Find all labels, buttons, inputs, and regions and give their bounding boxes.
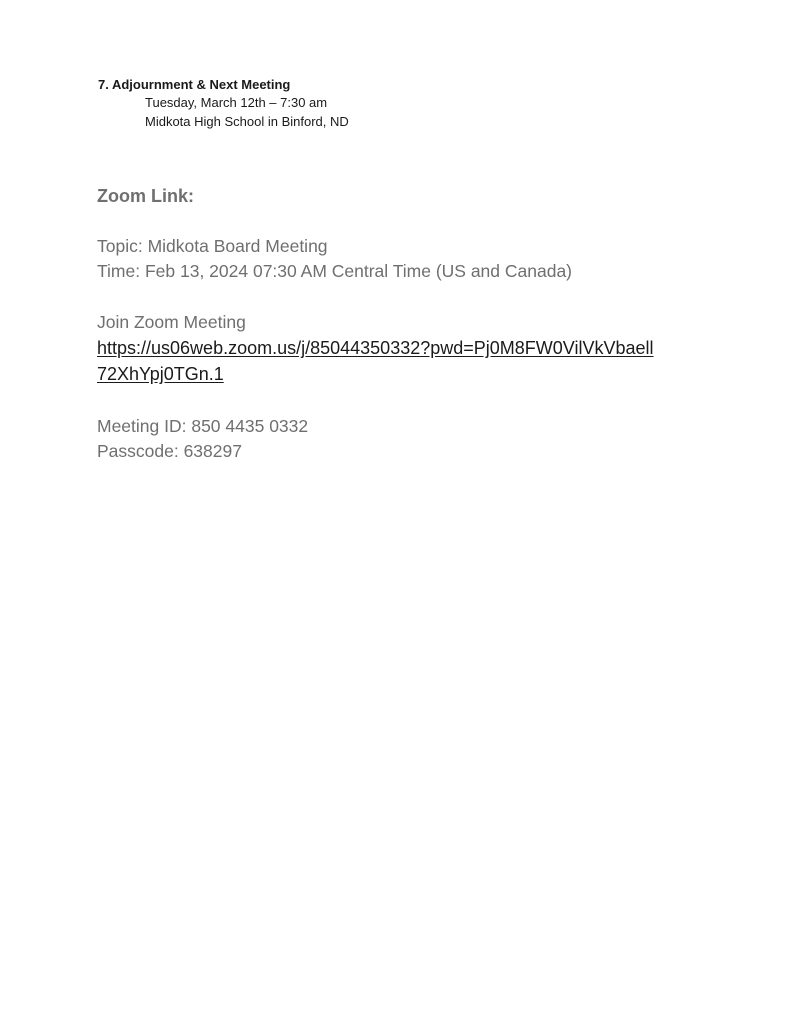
- agenda-heading: 7. Adjournment & Next Meeting: [98, 77, 291, 92]
- zoom-link-line-1[interactable]: https://us06web.zoom.us/j/85044350332?pwd=Pj0M8FW0VilVkVbaell: [97, 338, 654, 358]
- zoom-topic: Topic: Midkota Board Meeting: [97, 236, 328, 256]
- zoom-meeting-link[interactable]: [97, 335, 697, 387]
- zoom-info-block: [97, 184, 737, 464]
- next-meeting-location: Midkota High School in Binford, ND: [145, 114, 349, 129]
- next-meeting-date-time: Tuesday, March 12th – 7:30 am: [145, 95, 328, 110]
- zoom-meeting-id: Meeting ID: 850 4435 0332: [97, 416, 309, 436]
- agenda-item-adjournment: [98, 76, 698, 131]
- zoom-passcode: Passcode: 638297: [97, 441, 242, 461]
- zoom-heading: Zoom Link:: [97, 186, 194, 206]
- join-zoom-label: Join Zoom Meeting: [97, 312, 246, 332]
- zoom-link-line-2[interactable]: 72XhYpj0TGn.1: [97, 364, 224, 384]
- zoom-time: Time: Feb 13, 2024 07:30 AM Central Time (US and Canada): [97, 261, 573, 281]
